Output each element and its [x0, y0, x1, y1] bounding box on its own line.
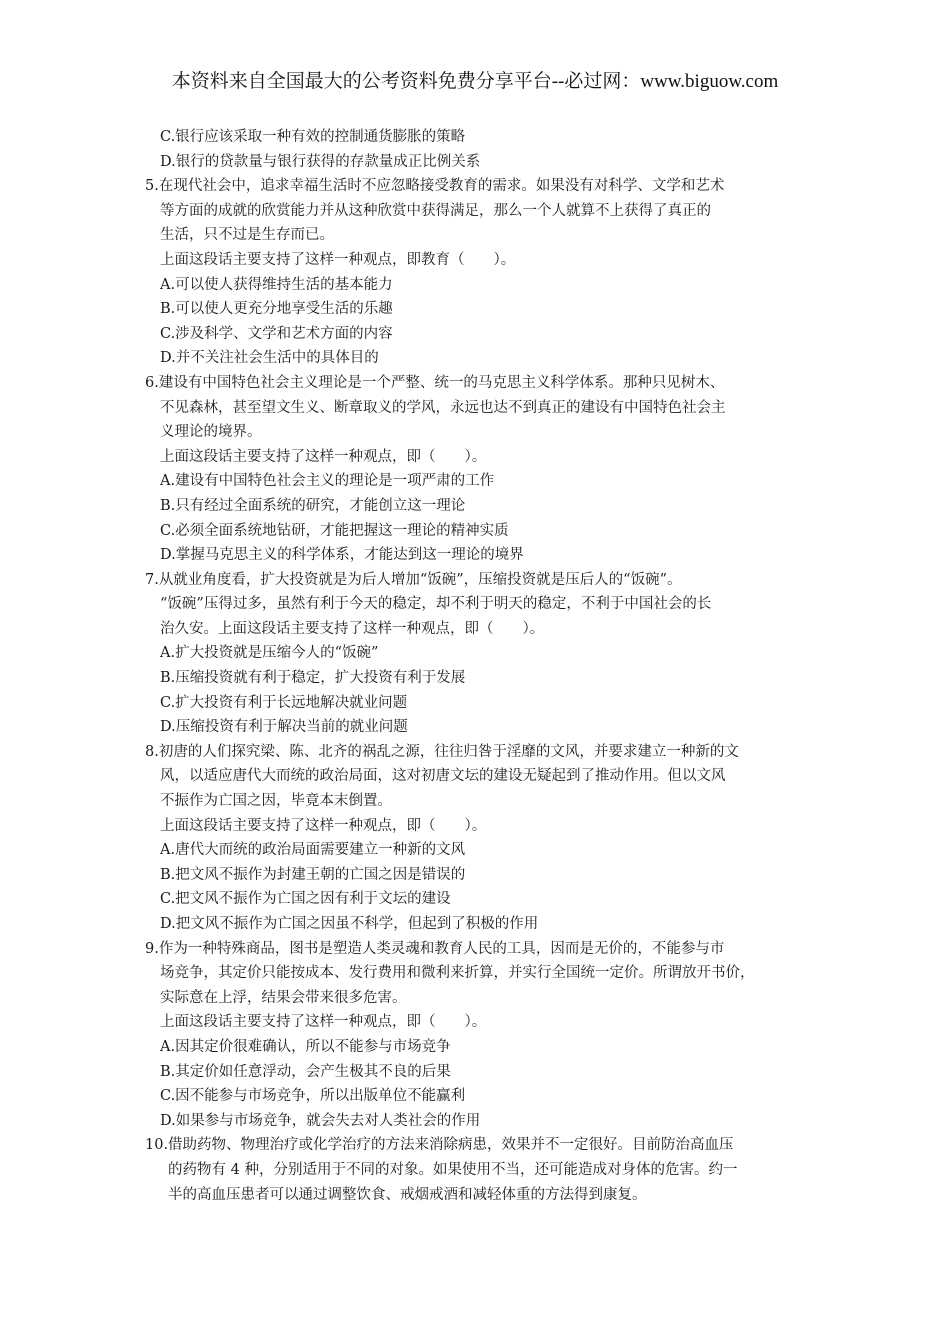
- answer-option: B.把文风不振作为封建王朝的亡国之因是错误的: [160, 866, 466, 883]
- answer-option: A.因其定价很难确认，所以不能参与市场竞争: [160, 1038, 451, 1055]
- question-text-line: 治久安。上面这段话主要支持了这样一种观点，即（ ）。: [160, 620, 545, 637]
- question-text-line: 8.初唐的人们探究梁、陈、北齐的祸乱之源，往往归咎于淫靡的文风，并要求建立一种新的文: [145, 743, 739, 760]
- question-text-line: 生活，只不过是生存而已。: [160, 227, 334, 244]
- answer-option: B.压缩投资就有利于稳定，扩大投资有利于发展: [160, 670, 466, 687]
- question-text-line: 义理论的境界。: [160, 424, 262, 441]
- question-text-line: 场竞争，其定价只能按成本、发行费用和微利来折算，并实行全国统一定价。所谓放开书价，: [160, 965, 755, 982]
- answer-option: B.只有经过全面系统的研究，才能创立这一理论: [160, 497, 466, 514]
- answer-option: A.扩大投资就是压缩今人的“饭碗”: [160, 645, 379, 662]
- question-text-line: 不振作为亡国之因，毕竟本末倒置。: [160, 793, 392, 810]
- question-text-line: 上面这段话主要支持了这样一种观点，即（ ）。: [160, 817, 487, 834]
- answer-option: B.可以使人更充分地享受生活的乐趣: [160, 301, 393, 318]
- answer-option: A.可以使人获得维持生活的基本能力: [160, 276, 393, 293]
- question-text-line: 6.建设有中国特色社会主义理论是一个严整、统一的马克思主义科学体系。那种只见树木、: [145, 374, 725, 391]
- answer-option: D.并不关注社会生活中的具体目的: [160, 350, 379, 367]
- answer-option: D.把文风不振作为亡国之因虽不科学，但起到了积极的作用: [160, 916, 539, 932]
- question-text-line: 上面这段话主要支持了这样一种观点，即教育（ ）。: [160, 251, 516, 268]
- answer-option: D.压缩投资有利于解决当前的就业问题: [160, 719, 408, 736]
- answer-option: C.必须全面系统地钻研，才能把握这一理论的精神实质: [160, 522, 509, 539]
- answer-option: D.掌握马克思主义的科学体系，才能达到这一理论的境界: [160, 547, 524, 564]
- answer-option: C.银行应该采取一种有效的控制通货膨胀的策略: [160, 129, 466, 145]
- question-content: [145, 125, 815, 1207]
- answer-option: C.涉及科学、文学和艺术方面的内容: [160, 325, 393, 342]
- question-text-line: 的药物有 4 种，分别适用于不同的对象。如果使用不当，还可能造成对身体的危害。约一: [168, 1161, 738, 1178]
- question-text-line: 实际意在上浮，结果会带来很多危害。: [160, 989, 407, 1006]
- question-text-line: 风，以适应唐代大而统的政治局面，这对初唐文坛的建设无疑起到了推动作用。但以文风: [160, 768, 726, 785]
- question-text-line: 5.在现代社会中，追求幸福生活时不应忽略接受教育的需求。如果没有对科学、文学和艺术: [145, 178, 725, 195]
- answer-option: A.唐代大而统的政治局面需要建立一种新的文风: [160, 842, 466, 859]
- answer-option: C.扩大投资有利于长远地解决就业问题: [160, 694, 408, 711]
- question-text-line: 上面这段话主要支持了这样一种观点，即（ ）。: [160, 1014, 487, 1031]
- page-header: 本资料来自全国最大的公考资料免费分享平台--必过网：www.biguow.com: [171, 71, 779, 92]
- question-text-line: 不见森林，甚至望文生义、断章取义的学风，永远也达不到真正的建设有中国特色社会主: [160, 399, 726, 416]
- question-text-line: 9.作为一种特殊商品，图书是塑造人类灵魂和教育人民的工具，因而是无价的，不能参与市: [145, 940, 725, 957]
- question-text-line: 10.借助药物、物理治疗或化学治疗的方法来消除病患，效果并不一定很好。目前防治高血压: [145, 1137, 734, 1154]
- question-text-line: 等方面的成就的欣赏能力并从这种欣赏中获得满足，那么一个人就算不上获得了真正的: [160, 202, 711, 219]
- answer-option: C.把文风不振作为亡国之因有利于文坛的建设: [160, 891, 451, 908]
- answer-option: D.银行的贷款量与银行获得的存款量成正比例关系: [160, 153, 481, 170]
- question-text-line: “饭碗”压得过多，虽然有利于今天的稳定，却不利于明天的稳定，不利于中国社会的长: [160, 596, 712, 613]
- question-text-line: 7.从就业角度看，扩大投资就是为后人增加“饭碗”，压缩投资就是压后人的“饭碗”。: [145, 571, 682, 588]
- answer-option: A.建设有中国特色社会主义的理论是一项严肃的工作: [160, 473, 495, 490]
- answer-option: D.如果参与市场竞争，就会失去对人类社会的作用: [160, 1112, 481, 1129]
- answer-option: C.因不能参与市场竞争，所以出版单位不能赢利: [160, 1088, 466, 1105]
- answer-option: B.其定价如任意浮动，会产生极其不良的后果: [160, 1063, 451, 1080]
- question-text-line: 半的高血压患者可以通过调整饮食、戒烟戒酒和减轻体重的方法得到康复。: [168, 1186, 647, 1203]
- question-text-line: 上面这段话主要支持了这样一种观点，即（ ）。: [160, 448, 487, 465]
